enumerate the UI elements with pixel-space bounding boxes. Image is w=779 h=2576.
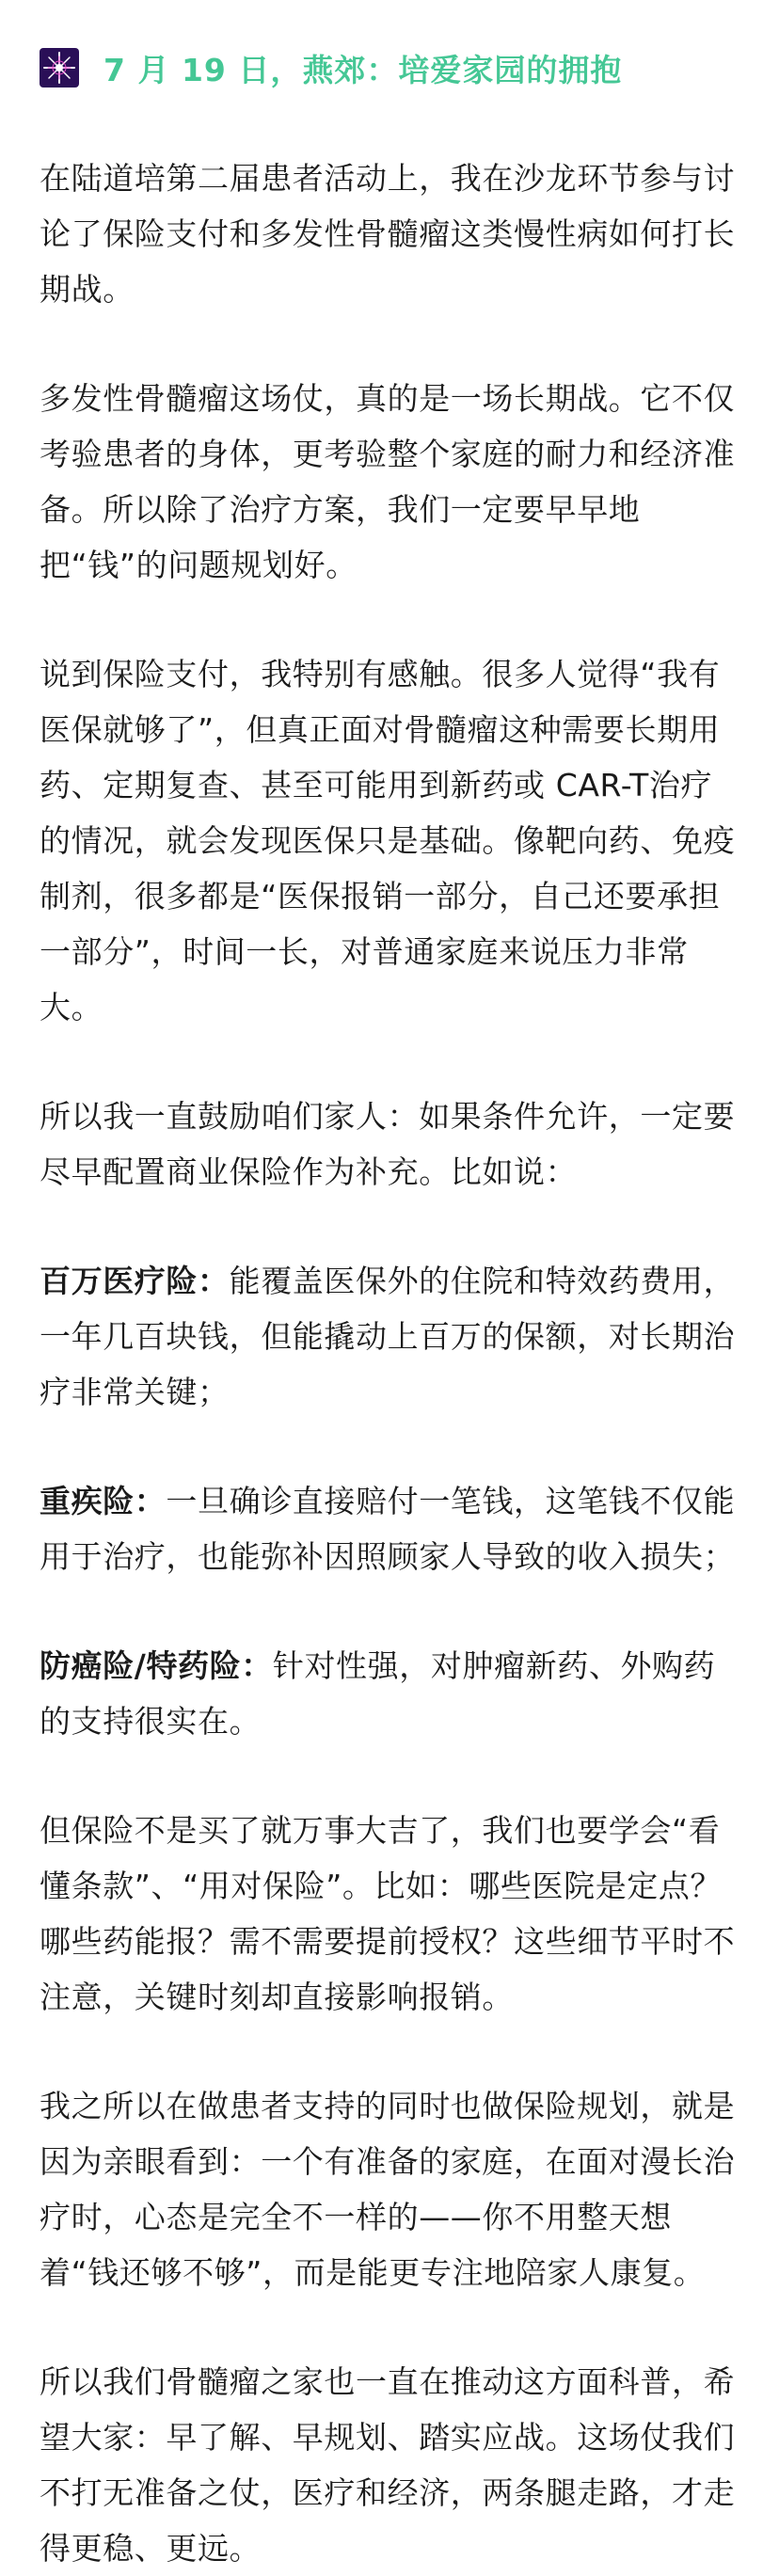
paragraph-text: 但保险不是买了就万事大吉了，我们也要学会“看懂条款”、“用对保险”。比如：哪些医院是定点？哪些药能报？需不需要提前授权？这些细节平时不注意，关键时刻却直接影响报销。 (40, 1812, 736, 2015)
paragraph (40, 646, 739, 1035)
paragraph (40, 1253, 739, 1420)
article-title: 7 月 19 日，燕郊：培爱家园的拥抱 (103, 51, 623, 88)
paragraph (40, 1089, 739, 1200)
paragraph-text: 所以我们骨髓瘤之家也一直在推动这方面科普，希望大家：早了解、早规划、踏实应战。这场仗我们不打无准备之仗，医疗和经济，两条腿走路，才走得更稳、更远。 (40, 2363, 736, 2567)
paragraph-text: 能覆盖医保外的住院和特效药费用，一年几百块钱，但能撬动上百万的保额，对长期治疗非常关键； (40, 1263, 736, 1410)
paragraph (40, 1803, 739, 2025)
paragraph-term: 重疾险： (40, 1483, 167, 1519)
paragraph-text: 在陆道培第二届患者活动上，我在沙龙环节参与讨论了保险支付和多发性骨髓瘤这类慢性病如何打长期战。 (40, 160, 736, 308)
paragraph-text: 我之所以在做患者支持的同时也做保险规划，就是因为亲眼看到：一个有准备的家庭，在面对漫长治疗时，心态是完全不一样的——你不用整天想着“钱还够不够”，而是能更专注地陪家人康复。 (40, 2088, 736, 2291)
article-header (40, 45, 739, 90)
paragraph (40, 371, 739, 593)
article-body (40, 151, 739, 2576)
paragraph-text: 说到保险支付，我特别有感触。很多人觉得“我有医保就够了”，但真正面对骨髓瘤这种需要长期用药、定期复查、甚至可能用到新药或 CAR-T治疗的情况，就会发现医保只是基础。像靶向药、免疫制剂，很多都是“医保报销一部分，自己还要承担一部分”，时间一长，对普通家庭来说压力非常大。 (40, 656, 736, 1026)
paragraph-text: 针对性强，对肿瘤新药、外购药的支持很实在。 (40, 1647, 716, 1740)
paragraph-text: 多发性骨髓瘤这场仗，真的是一场长期战。它不仅考验患者的身体，更考验整个家庭的耐力和经济准备。所以除了治疗方案，我们一定要早早地把“钱”的问题规划好。 (40, 380, 736, 583)
paragraph-text: 一旦确诊直接赔付一笔钱，这笔钱不仅能用于治疗，也能弥补因照顾家人导致的收入损失； (40, 1483, 736, 1575)
paragraph (40, 151, 739, 317)
paragraph-term: 百万医疗险： (40, 1263, 230, 1299)
paragraph-text: 所以我一直鼓励咱们家人：如果条件允许，一定要尽早配置商业保险作为补充。比如说： (40, 1098, 736, 1190)
paragraph-term: 防癌险/特药险： (40, 1647, 273, 1684)
paragraph (40, 2078, 739, 2300)
paragraph (40, 1473, 739, 1584)
paragraph (40, 1638, 739, 1749)
sparkle-icon (40, 48, 79, 87)
paragraph (40, 2354, 739, 2576)
